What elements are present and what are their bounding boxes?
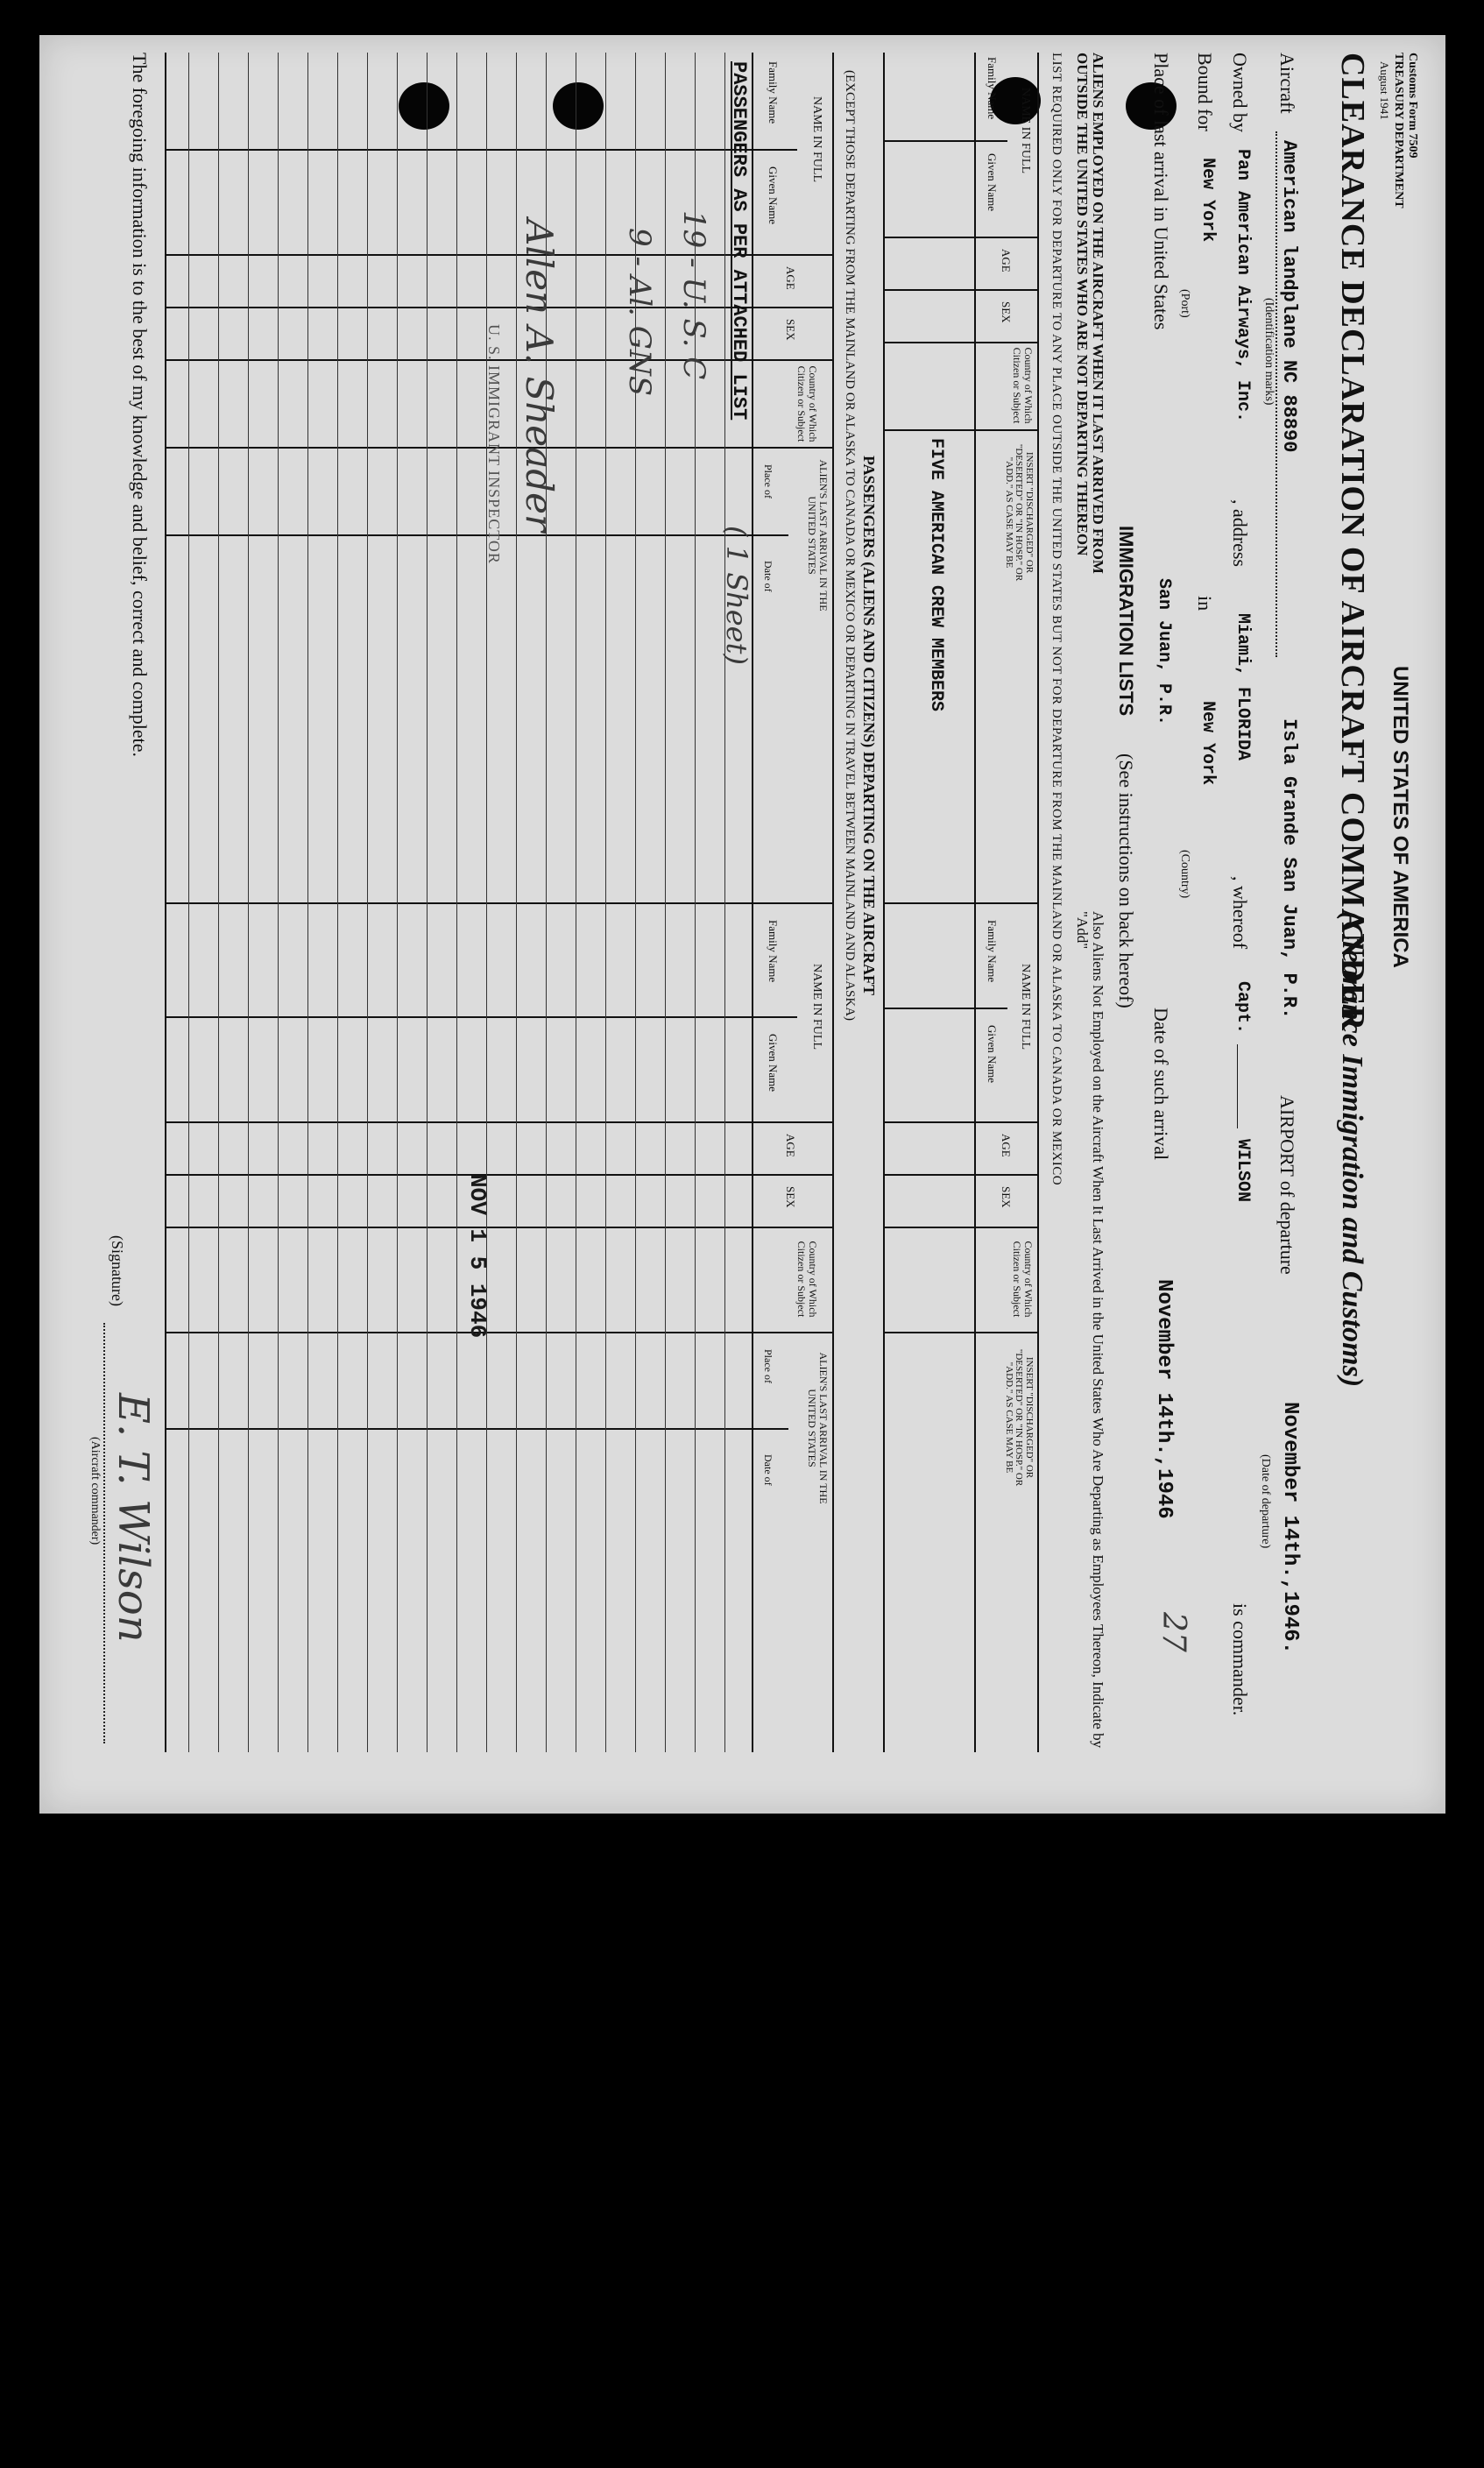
imm-sex: SEX — [1000, 301, 1013, 323]
pax-sex: SEX — [784, 319, 797, 341]
pax-row-line — [248, 53, 249, 1752]
departure-date-value: November 14th.,1946. — [1278, 1402, 1302, 1655]
imm-age: AGE — [1000, 249, 1013, 272]
imm-header-line — [974, 53, 976, 1752]
pax-col-line — [166, 1332, 834, 1333]
pax-table-mid — [166, 902, 834, 904]
pax-last-arrival: ALIEN'S LAST ARRIVAL IN THE UNITED STATES — [806, 459, 830, 612]
pax-handwritten-row2: 9 - Al. GNS — [622, 228, 657, 396]
declaration-text: The foregoing information is to the best of my knowledge and belief, correct and complete. — [129, 53, 151, 757]
pax-row-line — [188, 53, 189, 1752]
pax-given-name-right: Given Name — [767, 1034, 780, 1093]
commander-label: is commander. — [1229, 1603, 1251, 1716]
pax-col-line — [166, 1227, 834, 1228]
country-note: (Country) — [1178, 850, 1191, 899]
imm-col-line — [885, 237, 1039, 238]
immigration-left-block: ALIENS EMPLOYED ON THE AIRCRAFT WHEN IT LAST ARRIVED FROM OUTSIDE THE UNITED STATES WHO ARE NOT DEPARTING THEREON — [1074, 53, 1106, 574]
pax-row-line — [456, 53, 457, 1752]
imm-table-mid — [885, 902, 1039, 904]
pax-row-line — [278, 53, 279, 1752]
arrival-date-value: November 14th.,1946 — [1152, 1279, 1176, 1519]
imm-age-right: AGE — [1000, 1134, 1013, 1157]
identification-note: (Identification marks) — [1262, 298, 1276, 406]
bound-for-port: New York — [1198, 158, 1218, 243]
pax-date-of-right: Date of — [762, 1454, 774, 1486]
pax-place-of: Place of — [762, 464, 774, 499]
pax-age: AGE — [784, 266, 797, 290]
imm-name-in-full-right: NAME IN FULL — [1019, 964, 1032, 1050]
imm-col-line — [885, 1332, 1039, 1333]
airport-label: AIRPORT of departure — [1276, 1095, 1298, 1275]
imm-col-line — [885, 140, 1007, 142]
list-required-note: LIST REQUIRED ONLY FOR DEPARTURE TO ANY PLACE OUTSIDE THE UNITED STATES BUT NOT FOR DEPARTURE FROM THE MAINLAND OR ALASKA TO CANADA OR MEXICO — [1049, 53, 1064, 1186]
imm-col-line — [885, 429, 1039, 431]
pax-row-line — [665, 53, 666, 1752]
pax-name-in-full: NAME IN FULL — [810, 96, 823, 182]
imm-col-line — [885, 289, 1039, 291]
pax-row-line — [724, 53, 725, 1752]
pax-row-line — [605, 53, 606, 1752]
imm-insert-right: INSERT "DISCHARGED" OR "DESERTED" OR "IN HOSP." OR "ADD." AS CASE MAY BE — [1003, 1348, 1035, 1487]
last-arrival-value: San Juan, P.R. — [1154, 578, 1174, 726]
immigration-right-block: Also Aliens Not Employed on the Aircraft When It Last Arrived in the United States Who Are Departing as Employees Thereon, Indicate by "Add" — [1074, 911, 1106, 1749]
address-label: , address — [1229, 499, 1251, 567]
imm-given-name-right: Given Name — [986, 1025, 999, 1084]
immigration-heading-note: (See instructions on back hereof) — [1115, 753, 1137, 1008]
pax-date-of: Date of — [762, 561, 774, 592]
form-number: Customs Form 7509 — [1406, 53, 1419, 159]
bound-for-label: Bound for — [1194, 53, 1216, 131]
passengers-heading: PASSENGERS (ALIENS AND CITIZENS) DEPARTING ON THE AIRCRAFT — [860, 456, 878, 995]
imm-col-line — [885, 1227, 1039, 1228]
pax-place-of-right: Place of — [762, 1349, 774, 1383]
arrival-date-label: Date of such arrival — [1150, 1008, 1172, 1161]
inspector-stamp: U. S. IMMIGRANT INSPECTOR — [485, 324, 503, 564]
imm-family-name: Family Name — [986, 57, 999, 120]
pax-family-name-right: Family Name — [767, 920, 780, 983]
crew-entry: FIVE AMERICAN CREW MEMBERS — [926, 438, 946, 712]
imm-country-right: Country of Which Citizen or Subject — [1011, 1241, 1035, 1318]
pax-name-in-full-right: NAME IN FULL — [810, 964, 823, 1050]
pax-row-line — [218, 53, 219, 1752]
pax-row-line — [307, 53, 308, 1752]
edition: August 1941 — [1378, 61, 1391, 120]
pax-col-line — [166, 1016, 797, 1018]
pax-last-arrival-right: ALIEN'S LAST ARRIVAL IN THE UNITED STATES — [806, 1352, 830, 1504]
last-arrival-label: Place of last arrival in United States — [1150, 53, 1172, 330]
form-subtitle: (Clearance Immigration and Customs) — [1336, 911, 1368, 1388]
passengers-subheading: (EXCEPT THOSE DEPARTING FROM THE MAINLAND OR ALASKA TO CANADA OR MEXICO OR DEPARTING IN TRAVEL BETWEEN MAINLAND AND ALASKA) — [843, 70, 857, 1022]
port-note: (Port) — [1178, 289, 1191, 318]
imm-country: Country of Which Citizen or Subject — [1011, 347, 1035, 424]
pax-row-line — [516, 53, 517, 1752]
signature-value: E. T. Wilson — [109, 1393, 158, 1643]
bound-for-country: New York — [1198, 701, 1218, 786]
signature-line — [103, 1323, 105, 1743]
pax-given-name: Given Name — [767, 166, 780, 225]
pax-row-line — [427, 53, 428, 1752]
immigration-heading: IMMIGRATION LISTS — [1115, 526, 1137, 717]
imm-name-in-full: NAME IN FULL — [1019, 88, 1032, 173]
departure-date-note: (Date of departure) — [1259, 1454, 1272, 1549]
rotated-form — [79, 35, 1445, 1779]
aircraft-label: Aircraft — [1276, 53, 1298, 114]
date-stamp: NOV 1 5 1946 — [464, 1174, 491, 1339]
airport-value: Isla Grande San Juan, P.R. — [1278, 718, 1300, 1020]
country-title: UNITED STATES OF AMERICA — [1389, 666, 1412, 968]
aircraft-value: American landplane NC 88890 — [1278, 140, 1300, 453]
pax-row-line — [337, 53, 338, 1752]
address-value: Miami, FLORIDA — [1233, 613, 1253, 761]
form-title: CLEARANCE DECLARATION OF AIRCRAFT COMMANDER — [1334, 53, 1371, 1031]
pax-typed-entry: PASSENGERS AS PER ATTACHED LIST — [728, 61, 750, 421]
pax-col-line — [166, 1121, 834, 1123]
commander-value: Capt. ________ WILSON — [1233, 981, 1253, 1203]
signature-label: (Signature) — [109, 1235, 126, 1306]
pax-row-line — [397, 53, 398, 1752]
whereof-label: , whereof — [1229, 876, 1251, 950]
handwritten-number: 27 — [1155, 1612, 1191, 1652]
owned-by-label: Owned by — [1229, 53, 1251, 133]
imm-col-line — [885, 1121, 1039, 1123]
pax-handwritten-row1: 19 - U. S. C — [676, 210, 711, 380]
pax-country: Country of Which Citizen or Subject — [795, 365, 819, 442]
imm-col-line — [885, 1174, 1039, 1176]
signature-note: (Aircraft commander) — [88, 1437, 102, 1545]
pax-family-name: Family Name — [767, 61, 780, 124]
in-label: in — [1194, 596, 1216, 612]
pax-row-line — [486, 53, 487, 1752]
pax-sheet-note: ( 1 Sheet) — [720, 526, 753, 665]
imm-insert: INSERT "DISCHARGED" OR "DESERTED" OR "IN HOSP." OR "ADD." AS CASE MAY BE — [1003, 443, 1035, 582]
department: TREASURY DEPARTMENT — [1392, 53, 1405, 209]
pax-handwritten-signature: Allen A. Sheader — [518, 219, 561, 533]
pax-col-line — [166, 149, 797, 151]
pax-row-line — [367, 53, 368, 1752]
aircraft-line — [1276, 131, 1277, 657]
imm-family-name-right: Family Name — [986, 920, 999, 983]
pax-col-line — [166, 1174, 834, 1176]
owned-by-value: Pan American Airways, Inc. — [1233, 149, 1253, 423]
imm-given-name: Given Name — [986, 153, 999, 212]
imm-col-line — [885, 1008, 1007, 1009]
imm-sex-right: SEX — [1000, 1186, 1013, 1208]
document-page — [39, 35, 1445, 1814]
pax-sex-right: SEX — [784, 1186, 797, 1208]
pax-country-right: Country of Which Citizen or Subject — [795, 1241, 819, 1318]
pax-age-right: AGE — [784, 1134, 797, 1157]
